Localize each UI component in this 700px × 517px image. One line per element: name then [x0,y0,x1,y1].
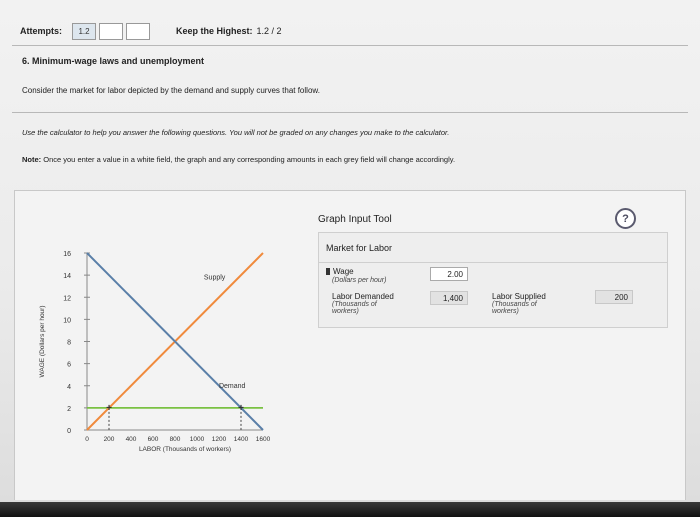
labor-demanded-unit-1: (Thousands of [332,301,377,308]
help-icon[interactable]: ? [615,208,636,229]
question-intro: Consider the market for labor depicted by the demand and supply curves that follow. [22,86,320,95]
marker-demanded: + [238,402,244,414]
x-tick-label: 1200 [211,436,227,443]
x-tick-label: 1000 [189,436,205,443]
labor-demanded-label: Labor Demanded (Thousands of workers) [332,292,394,315]
labor-demanded-value: 1,400 [430,291,468,305]
y-tick-label: 0 [67,428,71,435]
y-tick-label: 14 [63,273,71,281]
question-title: 6. Minimum-wage laws and unemployment [22,56,205,66]
x-tick-label: 400 [125,436,137,443]
y-tick-label: 16 [63,251,71,258]
chart-root [39,251,271,453]
x-tick-label: 0 [85,436,89,443]
labor-supplied-value: 200 [595,290,633,304]
attempts-label: Attempts: [20,26,62,36]
wage-field-label: Wage (Dollars per hour) [326,268,386,284]
y-tick-label: 12 [63,295,71,303]
note-body: Once you enter a value in a white field, the graph and any corresponding amounts in each grey field will change accordingly. [41,155,456,164]
market-title: Market for Labor [326,243,393,253]
keep-highest-label: Keep the Highest: [176,26,253,36]
y-tick-label: 6 [67,361,71,369]
y-axis-label: WAGE (Dollars per hour) [39,305,46,378]
y-tick-label: 8 [67,339,71,347]
x-tick-label: 1600 [255,436,271,443]
x-axis-label: LABOR (Thousands of workers) [138,446,232,453]
x-tick-label: 800 [169,436,181,443]
screen-bezel [0,502,700,517]
x-tick-label: 200 [103,436,115,443]
wage-unit: (Dollars per hour) [332,277,387,284]
demand-label: Demand [218,382,246,390]
x-tick-label: 1400 [233,436,249,443]
labor-demanded-unit-2: workers) [332,308,359,315]
labor-supplied-unit-2: workers) [492,308,519,315]
labor-supplied-label: Labor Supplied (Thousands of workers) [492,292,546,315]
keep-highest-value: 1.2 / 2 [256,26,282,36]
graph-input-tool-title: Graph Input Tool [318,214,392,225]
wage-input[interactable]: 2.00 [430,267,468,281]
y-tick-label: 2 [67,405,71,413]
supply-label: Supply [203,274,226,282]
y-tick-label: 10 [63,317,71,325]
attempt-box-1: 1.2 [72,23,96,40]
marker-supplied: + [106,402,112,414]
calculator-note: Use the calculator to help you answer the following questions. You will not be graded on any changes you make to the calculator. [22,128,450,137]
note-label: Note: [22,155,42,164]
labor-supplied-unit-1: (Thousands of [492,301,537,308]
y-tick-label: 4 [67,383,71,391]
x-tick-label: 600 [147,436,159,443]
